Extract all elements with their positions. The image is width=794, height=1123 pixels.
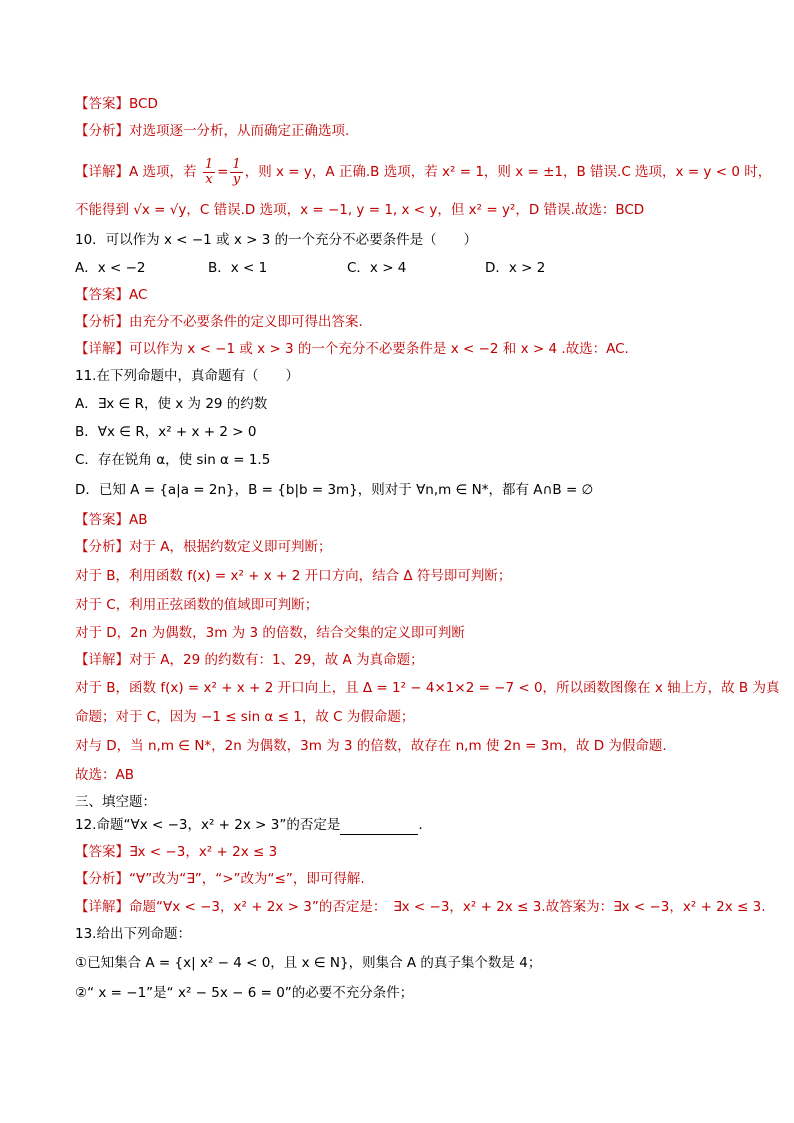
detail-line-11-d: 对与 D，当 n,m ∈ N*，2n 为偶数，3m 为 3 的倍数，故存在 n,m 使 2n = 3m，故 D 为假命题.: [75, 738, 667, 754]
question-13-item-2: ②“ x = −1”是“ x² − 5x − 6 = 0”的必要不充分条件；: [75, 985, 414, 1001]
question-11-option-c: C．存在锐角 α，使 sin α = 1.5: [75, 452, 271, 468]
option-b: B．x < 1: [208, 260, 268, 276]
answer-line-12: 【答案】∃x < −3，x² + 2x ≤ 3: [75, 844, 278, 860]
answer-line-9: 【答案】BCD: [75, 96, 158, 112]
question-10: 10．可以作为 x < −1 或 x > 3 的一个充分不必要条件是（ ）: [75, 232, 478, 248]
fraction-1-over-y: $\frac{1}{y}$: [232, 156, 241, 187]
answer-blank: [340, 820, 418, 835]
analysis-line-11-a: 【分析】对于 A，根据约数定义即可判断；: [75, 539, 332, 555]
analysis-line-11-c: 对于 C，利用正弦函数的值域即可判断；: [75, 597, 319, 613]
analysis-line-11-d: 对于 D，2n 为偶数，3m 为 3 的倍数，结合交集的定义即可判断: [75, 625, 465, 641]
question-11-option-a: A．∃x ∈ R，使 x 为 29 的约数: [75, 396, 268, 412]
detail-line-12: 【详解】命题“∀x < −3，x² + 2x > 3”的否定是： ∃x < −3，x² + 2x ≤ 3.故答案为：∃x < −3，x² + 2x ≤ 3.: [75, 899, 766, 915]
analysis-line-12: 【分析】“∀”改为“∃”，“>”改为“≤”，即可得解.: [75, 871, 365, 887]
detail-line-9-cont: 不能得到 √x = √y，C 错误.D 选项，x = −1, y = 1, x < y，但 x² = y²，D 错误.故选：BCD: [75, 202, 645, 218]
answer-line-11: 【答案】AB: [75, 512, 148, 528]
question-11-option-b: B．∀x ∈ R，x² + x + 2 > 0: [75, 424, 257, 440]
detail-line-11-e: 故选：AB: [75, 767, 134, 783]
question-11-option-d: D．已知 A = {a|a = 2n}，B = {b|b = 3m}，则对于 ∀n,m ∈ N*，都有 A∩B = ∅: [75, 482, 594, 498]
analysis-line-11-b: 对于 B，利用函数 f(x) = x² + x + 2 开口方向，结合 Δ 符号即可判断；: [75, 568, 512, 584]
section-heading-fill-blank: 三、填空题：: [75, 794, 156, 810]
option-d: D．x > 2: [485, 260, 546, 276]
answer-line-10: 【答案】AC: [75, 287, 148, 303]
detail-line-10: 【详解】可以作为 x < −1 或 x > 3 的一个充分不必要条件是 x < −2 和 x > 4 .故选：AC.: [75, 341, 629, 357]
detail-tag: 【详解】: [75, 164, 129, 180]
option-c: C．x > 4: [347, 260, 407, 276]
fraction-1-over-x: $\frac{1}{x}$: [204, 156, 214, 187]
question-13-item-1: ①已知集合 A = {x| x² − 4 < 0，且 x ∈ N}，则集合 A 的真子集个数是 4；: [75, 955, 542, 971]
detail-line-11-c: 命题；对于 C，因为 −1 ≤ sin α ≤ 1，故 C 为假命题；: [75, 709, 415, 725]
detail-line-11-b: 对于 B，函数 f(x) = x² + x + 2 开口向上，且 Δ = 1² − 4×1×2 = −7 < 0，所以函数图像在 x 轴上方，故 B 为真: [75, 680, 780, 696]
analysis-line-10: 【分析】由充分不必要条件的定义即可得出答案.: [75, 314, 363, 330]
question-12: 12.命题“∀x < −3，x² + 2x > 3”的否定是 .: [75, 817, 423, 833]
detail-line-9: 【详解】A 选项，若 $\frac{1}{x}$ = $\frac{1}{y}$ ，则 x = y，A 正确.B 选项，若 x² = 1，则 x = ±1，B 错误.C 选项，x = y < 0 时，: [75, 156, 772, 187]
analysis-line-9: 【分析】对选项逐一分析，从而确定正确选项.: [75, 123, 350, 139]
question-13: 13.给出下列命题：: [75, 926, 191, 942]
option-a: A．x < −2: [75, 260, 146, 276]
question-11: 11.在下列命题中，真命题有（ ）: [75, 368, 299, 384]
detail-line-11-a: 【详解】对于 A，29 的约数有：1、29，故 A 为真命题；: [75, 652, 424, 668]
